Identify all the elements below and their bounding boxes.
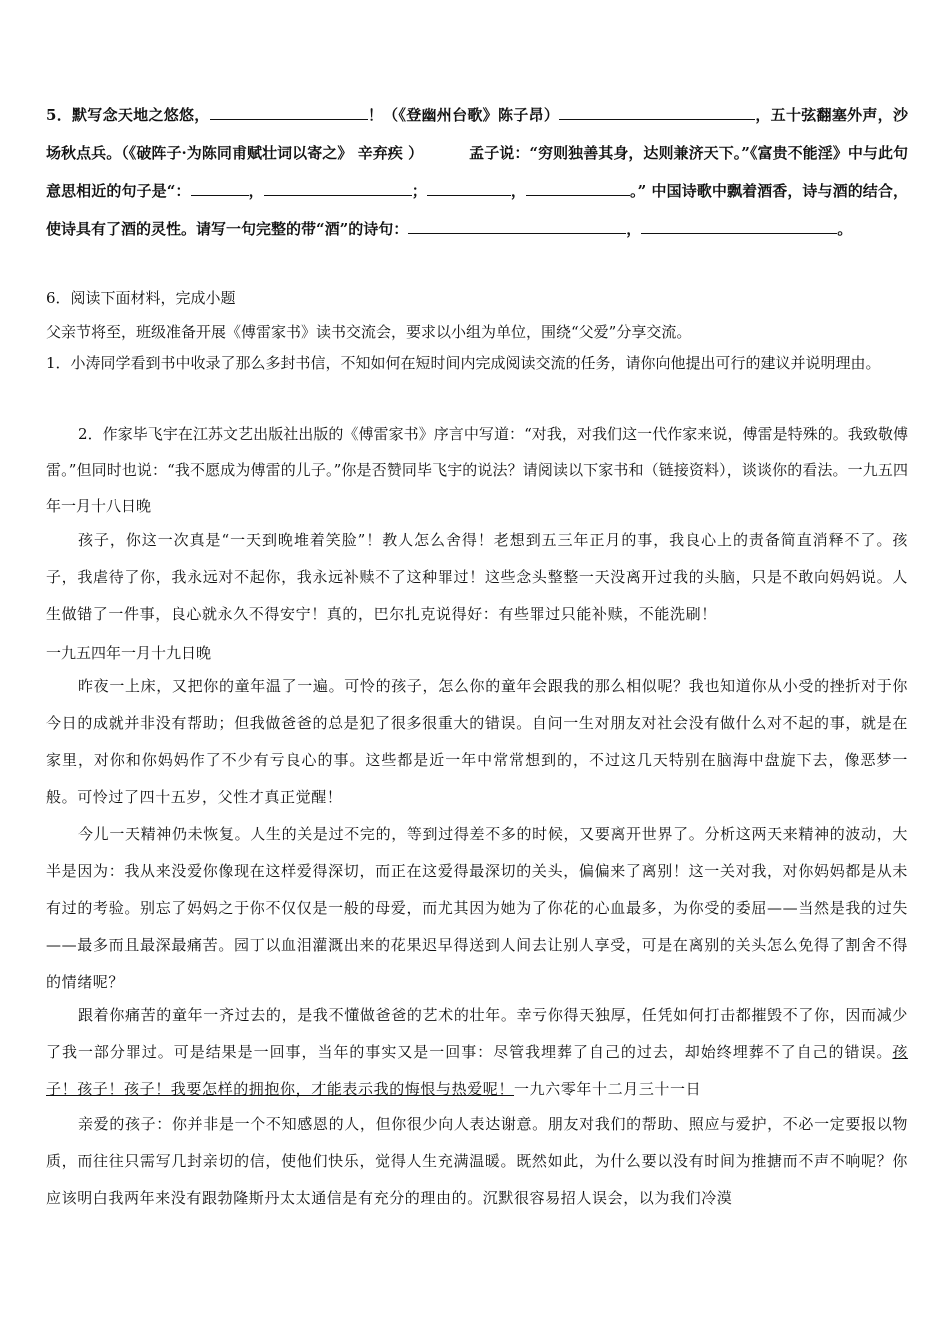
q5-text-b: ！（《登幽州台歌》陈子昂） — [367, 106, 560, 124]
sub-question-1: 1．小涛同学看到书中收录了那么多封书信，不知如何在短时间内完成阅读交流的任务，请你向他提出可行的建议并说明理由。 — [46, 354, 881, 372]
q5-text-j: 。 — [837, 220, 853, 238]
letter-date-3: 一九六零年十二月三十一日 — [514, 1080, 702, 1098]
question-5 — [46, 96, 908, 248]
letter-1: 孩子，你这一次真是“一天到晚堆着笑脸”！教人怎么舍得！老想到五三年正月的事，我良心上的责备简直消释不了。孩子，我虐待了你，我永远对不起你，我永远补赎不了这种罪过！这些念头整整一天没离开过我的头脑，只是不敢向妈妈说。人生做错了一件事，良心就永久不得安宁！真的，巴尔扎克说得好：有些罪过只能补赎，不能洗刷！ — [46, 531, 908, 623]
q5-text-i: ， — [626, 220, 642, 238]
answer-blank[interactable] — [264, 181, 412, 196]
q5-text-c: ，五十弦翻塞外声，沙场秋点兵。（《破阵子·为陈同甫赋壮词以寄之》 辛弃疾 ） — [46, 106, 908, 162]
letter-2-paragraph-1: 昨夜一上床，又把你的童年温了一遍。可怜的孩子，怎么你的童年会跟我的那么相似呢？我也知道你从小受的挫折对于你今日的成就并非没有帮助；但我做爸爸的总是犯了很多很重大的错误。自问一生对朋友对社会没有做什么对不起的事，就是在家里，对你和你妈妈作了不少有亏良心的事。这些都是近一年中常常想到的，不过这几天特别在脑海中盘旋下去，像恶梦一般。可怜过了四十五岁，父性才真正觉醒！ — [46, 677, 908, 806]
question-6-intro: 父亲节将至，班级准备开展《傅雷家书》读书交流会，要求以小组为单位，围绕“父爱”分享交流。 — [46, 323, 692, 341]
answer-blank[interactable] — [427, 181, 511, 196]
q5-text-a: 5．默写念天地之悠悠， — [46, 106, 210, 124]
answer-blank[interactable] — [191, 181, 249, 196]
letter-2-paragraph-3 — [46, 997, 908, 1108]
question-6-title: 6．阅读下面材料，完成小题 — [46, 289, 236, 307]
letter-2-paragraph-3-text: 跟着你痛苦的童年一齐过去的，是我不懂做爸爸的艺术的壮年。幸亏你得天独厚，任凭如何打击都摧毁不了你，因而减少了我一部分罪过。可是结果是一回事，当年的事实又是一回事：尽管我埋葬了自己的过去，却始终埋葬不了自己的错误。 — [46, 1006, 908, 1061]
letter-2-paragraph-2: 今儿一天精神仍未恢复。人生的关是过不完的，等到过得差不多的时候，又要离开世界了。分析这两天来精神的波动，大半是因为：我从来没爱你像现在这样爱得深切，而正在这爱得最深切的关头，偏偏来了离别！这一关对我，对你妈妈都是从未有过的考验。别忘了妈妈之于你不仅仅是一般的母爱，而尤其因为她为了你花的心血最多，为你受的委屈——当然是我的过失——最多而且最深最痛苦。园丁以血泪灌溉出来的花果迟早得送到人间去让别人享受，可是在离别的关头怎么免得了割舍不得的情绪呢？ — [46, 825, 908, 991]
q5-text-f: ； — [411, 182, 427, 200]
answer-blank[interactable] — [641, 219, 837, 234]
q5-text-h: 。” 中国诗歌中飘着酒香，诗与酒的结合，使诗具有了酒的灵性。请写一句完整的带“酒”的诗句： — [46, 182, 908, 238]
letter-date-2: 一九五四年一月十九日晚 — [46, 644, 212, 662]
sub-question-2 — [46, 416, 908, 524]
answer-blank[interactable] — [210, 105, 368, 120]
answer-blank[interactable] — [526, 181, 630, 196]
q5-text-g: ， — [510, 182, 526, 200]
answer-blank[interactable] — [559, 105, 755, 120]
sub-question-2-text: 2．作家毕飞宇在江苏文艺出版社出版的《傅雷家书》序言中写道：“对我，对我们这一代作家来说，傅雷是特殊的。我致敬傅雷。”但同时也说：“我不愿成为傅雷的儿子。”你是否赞同毕飞宇的说法？请阅读以下家书和（链接资料），谈谈你的看法。 — [46, 425, 908, 479]
q5-text-e: ， — [248, 182, 264, 200]
q5-text-d: 孟子说：“穷则独善其身，达则兼济天下。”《富贵不能淫》中与此句意思相近的句子是“： — [46, 144, 908, 200]
underlined-sentence: 孩子！孩子！孩子！我要怎样的拥抱你，才能表示我的悔恨与热爱呢！ — [46, 1043, 908, 1098]
letter-date-1: 一九五四年一月十八日晚 — [46, 461, 908, 515]
letter-3: 亲爱的孩子：你并非是一个不知感恩的人，但你很少向人表达谢意。朋友对我们的帮助、照应与爱护，不必一定要报以物质，而往往只需写几封亲切的信，使他们快乐，觉得人生充满温暖。既然如此，为什么要以没有时间为推搪而不声不响呢？你应该明白我两年来没有跟勃隆斯丹太太通信是有充分的理由的。沉默很容易招人误会，以为我们冷漠 — [46, 1115, 908, 1207]
answer-blank[interactable] — [408, 219, 620, 234]
